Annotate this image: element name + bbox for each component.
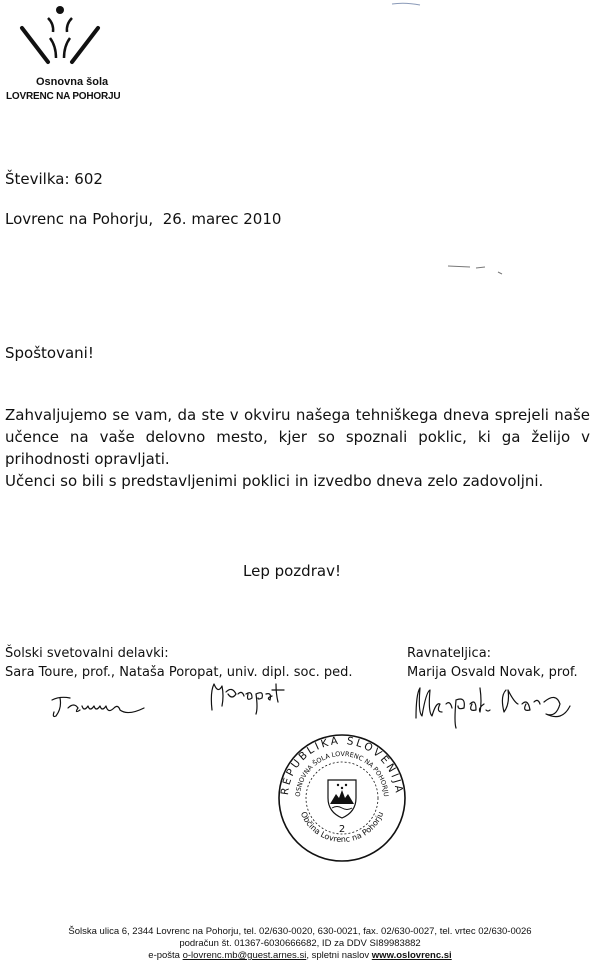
official-stamp [276,732,408,864]
email-label: e-pošta [148,950,183,961]
logo-lower-arc-right [64,38,70,58]
logo-dot [56,6,64,14]
web-label: , spletni naslov [306,950,372,961]
counselors-names: Sara Toure, prof., Nataša Poropat, univ. dipl. soc. ped. [5,665,353,680]
signature-novak [410,682,580,730]
stamp-outer-text: REPUBLIKA SLOVENIJA [278,734,406,796]
star [345,784,347,786]
logo-right-arc [67,18,72,32]
stamp-number: 2 [338,824,346,835]
footer-bank: podračun št. 01367-6030666682, ID za DDV SI89983882 [179,938,421,949]
star [337,784,339,786]
principal-name: Marija Osvald Novak, prof. [407,665,578,680]
closing: Lep pozdrav! [243,562,341,580]
paragraph: Zahvaljujemo se vam, da ste v okviru našega tehniškega dneva sprejeli naše učence na vaše delovno mesto, kjer so spoznali poklic, ki ga želijo v prihodnosti opravljati. [5,406,590,468]
place-date: Lovrenc na Pohorju, 26. marec 2010 [5,210,282,228]
salutation: Spoštovani! [5,344,94,362]
email-link[interactable]: o-lovrenc.mb@guest.arnes.si [182,950,307,961]
stamp-inner-text: OSNOVNA ŠOLA LOVRENC NA POHORJU [293,749,391,798]
letter-body [5,404,590,492]
logo-left-arc [48,18,53,32]
logo-v-left [22,28,48,62]
school-logo [18,2,108,74]
reference-number: Številka: 602 [5,170,103,188]
logo-lower-arc-left [50,38,56,58]
footer-address: Šolska ulica 6, 2344 Lovrenc na Pohorju, tel. 02/630-0020, 630-0021, fax. 02/630-0027, tel. vrtec 02/630-0026 [68,926,532,937]
school-location: LOVRENC NA POHORJU [6,91,121,102]
signature-toure [48,690,158,724]
footer-contact [0,950,600,962]
school-name: Osnovna šola [36,76,109,88]
principal-title: Ravnateljica: [407,646,492,661]
web-link[interactable]: www.oslovrenc.si [371,950,452,961]
counselors-title: Šolski svetovalni delavki: [5,646,169,661]
signature-poropat [206,680,296,716]
paragraph: Učenci so bili s predstavljenimi poklici in izvedbo dneva zelo zadovoljni. [5,472,544,490]
star [341,787,343,789]
logo-v-right [72,28,98,62]
stamp-bottom-text: Občina Lovrenc na Pohorju [298,810,386,845]
scan-mark [390,0,430,8]
scan-mark [440,258,510,278]
